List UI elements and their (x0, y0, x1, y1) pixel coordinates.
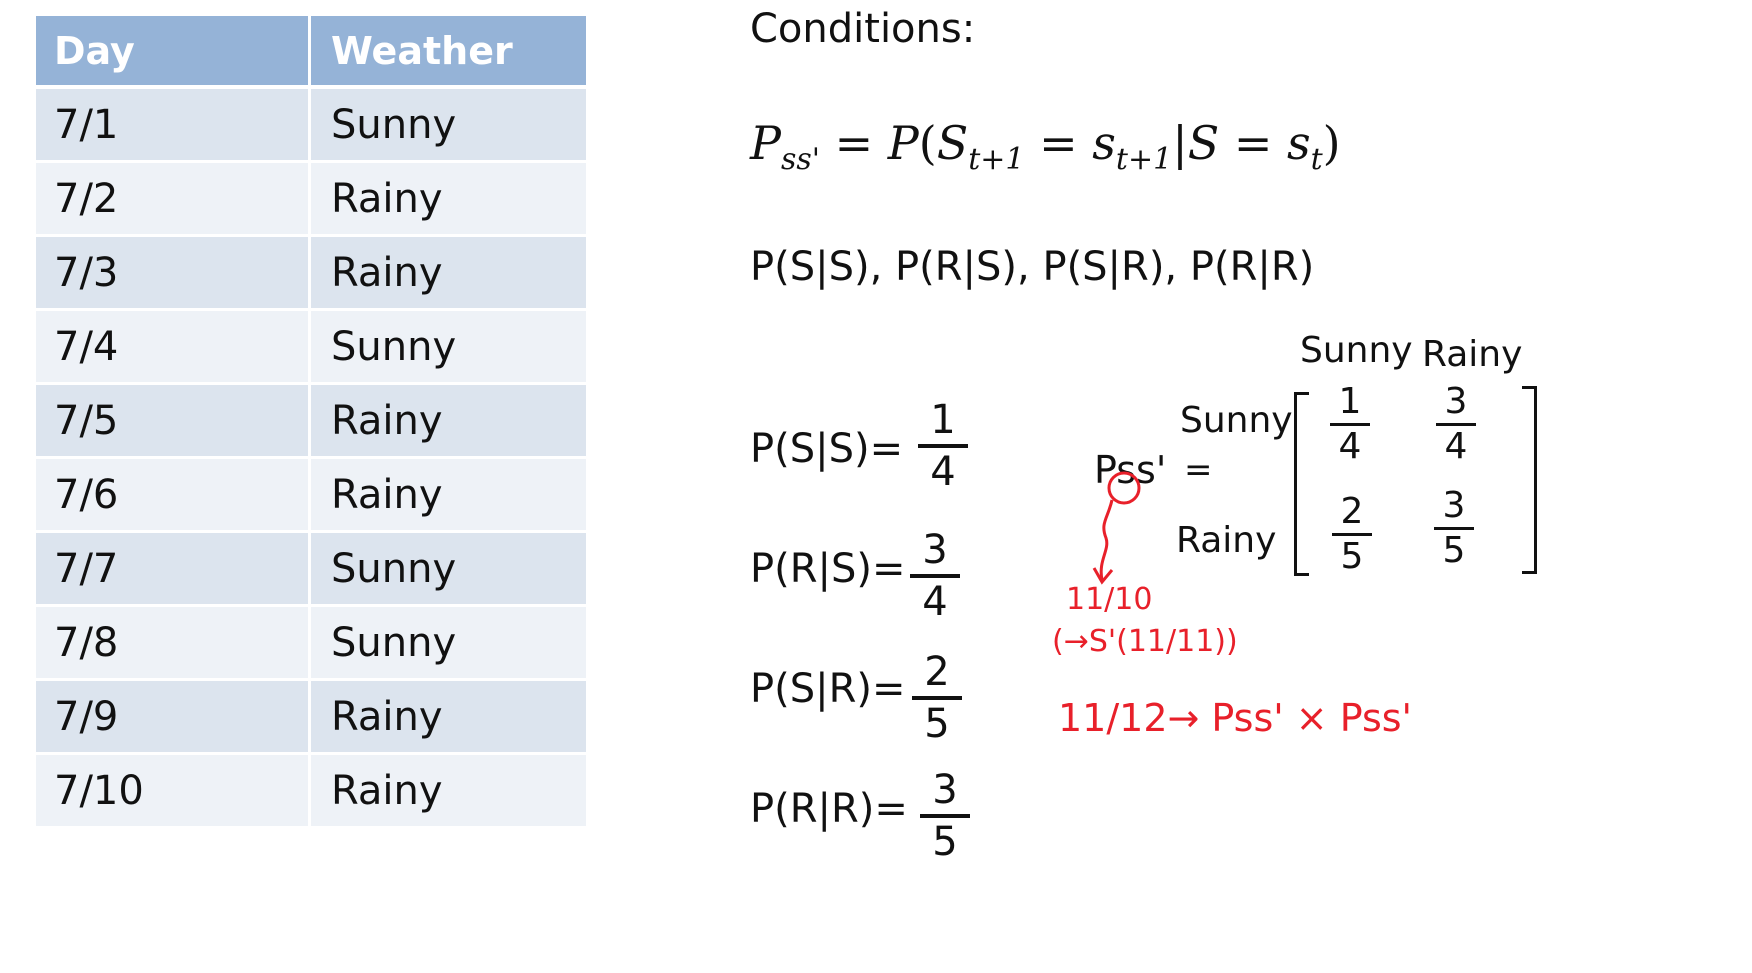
formula-s2-sub: t (1310, 142, 1323, 178)
weather-cell: Rainy (311, 459, 586, 530)
weather-cell: Rainy (311, 385, 586, 456)
matrix-cell (1332, 492, 1372, 577)
annotation-product: 11/12→ Pss' × Pss' (1058, 696, 1413, 740)
weather-cell: Rainy (311, 163, 586, 234)
day-cell: 7/4 (36, 311, 308, 382)
matrix-cell-denominator: 5 (1340, 536, 1364, 577)
matrix-cell-numerator: 3 (1444, 381, 1468, 422)
annotation-next-state: (→S'(11/11)) (1052, 624, 1238, 659)
table-row (36, 89, 586, 160)
matrix-col-header-rainy: Rainy (1422, 334, 1523, 375)
fraction-numerator: 2 (924, 649, 950, 695)
weather-cell: Rainy (311, 237, 586, 308)
matrix-cell (1434, 486, 1474, 571)
formula-open: ( (918, 116, 937, 170)
day-cell: 7/7 (36, 533, 308, 604)
conditions-title: Conditions: (750, 6, 976, 52)
matrix-cell-numerator: 3 (1442, 485, 1466, 526)
fraction-denominator: 4 (922, 579, 948, 625)
day-cell: 7/2 (36, 163, 308, 234)
probability-list: P(S|S), P(R|S), P(S|R), P(R|R) (750, 244, 1315, 290)
matrix-cell-denominator: 5 (1442, 530, 1466, 571)
matrix-left-bracket (1294, 392, 1309, 576)
day-cell: 7/5 (36, 385, 308, 456)
weather-cell: Sunny (311, 607, 586, 678)
fraction-denominator: 5 (932, 819, 958, 865)
prob-ss-fraction (918, 398, 968, 494)
formula-bar: | (1172, 116, 1188, 170)
formula-eq2: = (1024, 116, 1093, 170)
matrix-cell-numerator: 2 (1340, 491, 1364, 532)
prob-sr-fraction (912, 650, 962, 746)
matrix-row-header-sunny: Sunny (1180, 400, 1293, 441)
formula-p: P (887, 116, 919, 170)
fraction-numerator: 3 (922, 527, 948, 573)
day-cell: 7/1 (36, 89, 308, 160)
table-row (36, 237, 586, 308)
prob-ss-label: P(S|S)= (750, 426, 904, 472)
matrix-equals: = (1184, 450, 1213, 490)
weather-cell: Rainy (311, 755, 586, 826)
table-row (36, 755, 586, 826)
weather-cell: Sunny (311, 311, 586, 382)
formula-s1: s (1092, 116, 1116, 170)
prob-rs-label: P(R|S)= (750, 546, 906, 592)
matrix-cell (1436, 382, 1476, 467)
formula-S2: S (1187, 116, 1220, 170)
formula-lhs: P (750, 116, 781, 170)
fraction-numerator: 1 (930, 397, 956, 443)
prob-sr-label: P(S|R)= (750, 666, 906, 712)
annotation-date: 11/10 (1066, 582, 1153, 617)
weather-cell: Sunny (311, 533, 586, 604)
fraction-numerator: 3 (932, 767, 958, 813)
day-cell: 7/8 (36, 607, 308, 678)
matrix-cell-denominator: 4 (1444, 426, 1468, 467)
formula-close: ) (1322, 116, 1341, 170)
day-cell: 7/6 (36, 459, 308, 530)
formula-s2: s (1287, 116, 1311, 170)
table-row (36, 681, 586, 752)
day-cell: 7/10 (36, 755, 308, 826)
matrix-cell (1330, 382, 1370, 467)
table-row (36, 459, 586, 530)
table-row (36, 163, 586, 234)
table-row (36, 385, 586, 456)
fraction-bar (918, 444, 968, 448)
weather-cell: Sunny (311, 89, 586, 160)
day-cell: 7/3 (36, 237, 308, 308)
matrix-right-bracket (1522, 386, 1537, 574)
formula-eq3: = (1219, 116, 1287, 170)
header-weather: Weather (311, 16, 586, 85)
day-cell: 7/9 (36, 681, 308, 752)
header-day: Day (36, 16, 308, 85)
matrix-lhs: Pss' (1094, 448, 1167, 492)
fraction-bar (910, 574, 960, 578)
table-row (36, 607, 586, 678)
table-row (36, 311, 586, 382)
fraction-bar (920, 814, 970, 818)
formula-s1-sub: t+1 (1115, 142, 1173, 178)
fraction-bar (912, 696, 962, 700)
table-header-row (36, 16, 586, 85)
weather-table (36, 16, 586, 829)
matrix-cell-denominator: 4 (1338, 426, 1362, 467)
table-row (36, 533, 586, 604)
formula-S1-sub: t+1 (968, 142, 1025, 178)
annotation-arrow (1090, 498, 1130, 588)
prob-rr-fraction (920, 768, 970, 864)
matrix-row-header-rainy: Rainy (1176, 520, 1277, 561)
fraction-denominator: 5 (924, 701, 950, 747)
formula-S1: S (936, 116, 969, 170)
formula-lhs-sub: ss' (780, 142, 820, 178)
fraction-denominator: 4 (930, 449, 956, 495)
prob-rs-fraction (910, 528, 960, 624)
transition-formula (750, 116, 1341, 177)
matrix-cell-numerator: 1 (1338, 381, 1362, 422)
prob-rr-label: P(R|R)= (750, 786, 908, 832)
matrix-col-header-sunny: Sunny (1300, 330, 1413, 371)
formula-eq: = (820, 116, 888, 170)
weather-cell: Rainy (311, 681, 586, 752)
